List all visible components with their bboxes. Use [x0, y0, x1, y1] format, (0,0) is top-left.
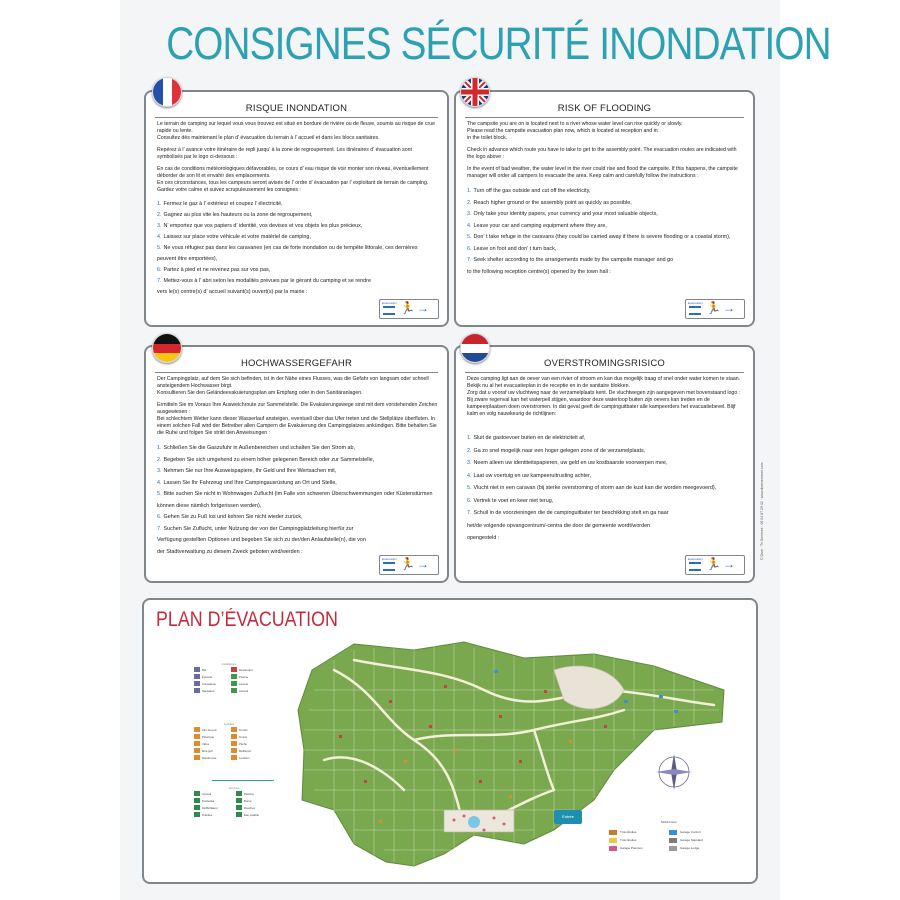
step-item: 2. Reach higher ground or the assembly point as quickly as possible, [467, 199, 632, 206]
page-title: CONSIGNES SÉCURITÉ INONDATION [166, 18, 831, 69]
arrow-right-icon: → [723, 301, 735, 315]
step-item: 1. Sluit de gastoevoer buiten en de elektriciteit af, [467, 435, 586, 441]
panel-body [467, 376, 744, 545]
legend-item: Animations [194, 680, 227, 687]
legend-item: Garage Premium [609, 846, 659, 851]
legend-item: Accueil [231, 687, 264, 694]
legend-item: Toilettes [194, 811, 232, 818]
legend-item: Multisport [231, 747, 264, 754]
panel-paragraph: Deze camping ligt aan de oever van een rivier of stroom en kan dus mogelijk traag of snel onder water komen te staan. Bekijk nu al het evacuatieplan in de receptie en in de sanitaire blokken. Zorg dat u vooraf uw vluchtweg naar de verzamelplaats kent. De vluchtwegen zijn aangegeven met bovenstaand logo : Bij zware regenval kan het waterpeil stijgen, waardoor deze waterloop buiten zijn oevers kan treden en de kampeerplaatsen doen overstromen. In dat geval geeft de campinguitbater alle kampeerders het evacuatiebevel. Blijf kalm en volg nauwkeurig de richtlijnen: [467, 376, 741, 417]
uk-flag-icon [460, 77, 490, 107]
step-item: 3. Nehmen Sie nur Ihre Ausweispapiere, Ihr Geld und Ihre Wertsachen mit, [157, 468, 337, 474]
panel-de [144, 345, 449, 583]
water-waves-icon [689, 306, 701, 315]
legend-installations [194, 662, 264, 694]
legend-item: Parking [236, 790, 274, 797]
steps-list [157, 199, 438, 298]
legend-item: Aire de jeux [194, 726, 227, 733]
evacuation-label: Evacuation [688, 301, 703, 305]
evacuation-sign [685, 299, 745, 319]
legend-item: Tennis [231, 733, 264, 740]
running-person-icon: 🏃 [706, 557, 721, 571]
map-entrance-label: Entrée [562, 814, 574, 819]
evacuation-sign [379, 299, 439, 319]
panel-en [454, 90, 755, 327]
evacuation-sign [685, 555, 745, 575]
running-person-icon: 🏃 [706, 301, 721, 315]
evacuation-sign [379, 555, 439, 575]
legend-item: Trois Étoiles [609, 830, 659, 835]
step-item: 3. Only take your identity papers, your currency and your most valuable objects, [467, 211, 658, 217]
panel-body [157, 121, 438, 298]
panel-fr [144, 90, 449, 327]
step-item: 4. Laissez sur place votre véhicule et votre matériel de camping, [157, 234, 311, 240]
water-waves-icon [689, 562, 701, 571]
running-person-icon: 🏃 [400, 301, 415, 315]
france-flag-icon [152, 77, 182, 107]
germany-flag-icon [152, 333, 182, 363]
panel-paragraph: Der Campingplatz, auf dem Sie sich befinden, ist in der Nähe eines Flusses, was die Gefahr von langsam oder schnell ansteigendem Hochwasser birgt. Konsultieren Sie den Geländeevakuierungsplan am Empfang oder in den Sanitäranlagen. [157, 376, 429, 396]
step-item: 7. Mettez-vous à l’ abri selon les modalités prévues par le gérant du camping et se rendre vers le(s) centre(s) d’ accueil suivant(s) ouvert(s) par la mairie : [157, 278, 371, 295]
legend-item: Pétanque [194, 733, 227, 740]
step-item: 6. Vertrek te voet en keer niet terug, [467, 497, 554, 504]
legend-heading: Mobil-home [661, 820, 677, 824]
step-item: 4. Leave your car and camping equipment where they are, [467, 222, 607, 229]
evacuation-label: Evacuation [382, 557, 397, 561]
divider [465, 372, 744, 373]
legend-item: Défibrillateur [194, 804, 232, 811]
plan-title: PLAN D’ÉVACUATION [156, 608, 338, 631]
step-item: 6. Gehen Sie zu Fuß los und kehren Sie nicht wieder zurück, [157, 514, 303, 520]
panel-paragraph: In the event of bad weather, the water level in the river could rise and flood the campsite. If this happens, the campsite manager will order all campers to evacuate the area. Keep calm and carefully follow the instructions : [467, 166, 738, 179]
step-item: 2. Gagnez au plus vite les hauteurs ou la zone de regroupement, [157, 212, 313, 218]
step-item: 4. Laat uw voertuig en uw kampeeruitrusting achter, [467, 472, 591, 479]
evacuation-plan-panel [142, 598, 758, 884]
compass-rose-icon [654, 752, 694, 792]
side-credit: © Dom · Tri Services · 06 04 87 29 42 · www.domservices.com [760, 462, 764, 560]
step-item: 5. Bitte suchen Sie nicht in Wohnwagen Zuflucht (im Falle von schweren Überschwemmungen oder Küstenstürmen können diese nämlich fortgerissen werden), [157, 491, 433, 509]
steps-list [157, 443, 438, 558]
divider [155, 372, 438, 373]
step-item: 6. Leave on foot and don’ t turn back, [467, 245, 557, 252]
legend-heading: Installations [221, 662, 237, 666]
step-item: 5. Don’ t take refuge in the caravans (they could be carried away if there is severe flooding or a coastal storm), [467, 234, 731, 240]
step-item: 1. Schließen Sie die Gaszufuhr in Außenbereichen und schalten Sie den Strom ab, [157, 445, 355, 451]
legend-item: Garage Lodge [669, 846, 719, 851]
panel-nl [454, 345, 755, 583]
steps-list [467, 186, 744, 278]
divider [465, 117, 744, 118]
legend-item: Piscine [231, 673, 264, 680]
step-item: 7. Suchen Sie Zuflucht, unter Nutzung der von der Campingplatzleitung hierfür zur Verfügung gestellten Optionen und begeben Sie sich zu der/den Anlaufstelle(n), die von der Stadtverwaltung zu diesem Zweck geboten wird/werden : [157, 525, 366, 555]
legend-item: Randonnée [194, 754, 227, 761]
step-item: 4. Lassen Sie Ihr Fahrzeug und Ihre Campingausrüstung an Ort und Stelle, [157, 479, 337, 486]
panel-paragraph: The campsite you are on is located next to a river whose water level can rise quickly or slowly. Please read the campsite evacuation plan now, which is located at reception and in in the toilet block. [467, 121, 683, 141]
step-item: 5. Ne vous réfugiez pas dans les caravanes (en cas de forte inondation ou de tempête littorale, ces dernières peuvent être emportées), [157, 245, 418, 262]
legend-item: Restaurant [231, 666, 264, 673]
legend-item: Terrain [231, 726, 264, 733]
legend-item: Poubelles [194, 797, 232, 804]
panel-paragraph: Check in advance which route you have to take to get to the assembly point. The evacuation routes are indicated with the logo above : [467, 147, 737, 160]
steps-list [467, 432, 744, 545]
legend-heading: Activités [223, 722, 235, 726]
step-item: 2. Begeben Sie sich umgehend zu einem höher gelegenen Bereich oder zur Sammelstelle, [157, 456, 375, 463]
legend-services [194, 786, 274, 818]
step-item: 1. Fermez le gaz à l’ extérieur et coupez l’ électricité, [157, 201, 283, 207]
legend-item: Mini-golf [194, 747, 227, 754]
legend-divider [212, 780, 274, 781]
evacuation-label: Evacuation [688, 557, 703, 561]
divider [155, 117, 438, 118]
legend-item: Garage Confort [669, 830, 719, 835]
legend-item: Pêche [231, 740, 264, 747]
arrow-right-icon: → [417, 301, 429, 315]
panel-paragraph: En cas de conditions météorologiques défavorables, ce cours d’ eau risque de voir monter son niveau, éventuellement déborder de son lit et envahir des emplacements. En ces circonstances, tous les campeurs seront avisés de l’ ordre d’ évacuation par l’ exploitant de terrain de camping. Gardez votre calme et suivez scrupuleusement les consignes : [157, 166, 429, 193]
step-item: 3. N’ emportez que vos papiers d’ identité, vos devises et vos objets les plus précieux, [157, 223, 363, 229]
legend-item: Location [231, 754, 264, 761]
panel-paragraph: Ermitteln Sie im Voraus Ihre Ausweichroute zur Sammelstelle. Die Evakuierungswege sind mit dem vorstehenden Zeichen ausgewiesen : Bei schlechtem Wetter kann dieser Wasserlauf ansteigen, eventuell über das Ufer treten und die Stellplätze überfluten. In einem solchen Fall wird der Betreiber allen Campern die Evakuierung des Campingplatzes ankündigen. Bitte behalten Sie die Ruhe und folgen Sie strikt den Anweisungen : [157, 402, 438, 436]
netherlands-flag-icon [460, 333, 490, 363]
step-item: 2. Ga zo snel mogelijk naar een hoger gelegen zone of de verzamelplaats, [467, 447, 646, 454]
step-item: 3. Neem alleen uw identiteitspapieren, uw geld en uw kostbaarste voorwerpen mee, [467, 460, 668, 466]
legend-heading: Services [228, 786, 240, 790]
step-item: 6. Partez à pied et ne revenez pas sur vos pas, [157, 267, 271, 273]
water-waves-icon [383, 306, 395, 315]
panel-heading: RISK OF FLOODING [557, 103, 652, 114]
legend-item: Épicerie [194, 673, 227, 680]
arrow-right-icon: → [417, 557, 429, 571]
legend-item: Sanitaires [194, 687, 227, 694]
panel-paragraph: Repérez à l’ avance votre itinéraire de repli jusqu’ à la zone de regroupement. Les itinéraires d’ évacuation sont symbolisés par le logo ci-dessous : [157, 147, 412, 160]
step-item: 1. Turn off the gas outside and cut off the electricity, [467, 188, 591, 194]
accommodation-legend [609, 820, 729, 852]
legend-item: Bar [194, 666, 227, 673]
panel-heading: HOCHWASSERGEFAHR [240, 358, 353, 369]
water-waves-icon [383, 562, 395, 571]
step-item: 7. Schuil in de voorzieningen die de campinguitbater ter beschikking stelt en ga naar het/de volgende opvangcentrum/-centra die door de gemeente wordt/worden opengesteld : [467, 510, 669, 541]
legend-item: Laverie [231, 680, 264, 687]
legend-item: Trois Étoiles [609, 838, 659, 843]
panel-heading: OVERSTROMINGSRISICO [544, 358, 665, 369]
evacuation-label: Evacuation [382, 301, 397, 305]
legend-item: Vélos [194, 740, 227, 747]
legend-item: Eau potable [236, 811, 274, 818]
step-item: 7. Seek shelter according to the arrangements made by the campsite manager and go to the following reception centre(s) opened by the town hall : [467, 257, 674, 275]
legend-item: Accueil [194, 790, 232, 797]
panel-body [157, 376, 438, 558]
running-person-icon: 🏃 [400, 557, 415, 571]
step-item: 5. Vlucht niet in een caravan (bij sterke overstroming of storm aan de kust kan die worden meegevoerd), [467, 485, 717, 491]
panel-heading: RISQUE INONDATION [245, 103, 348, 114]
legend-item: Borne [236, 797, 274, 804]
legend-activities [194, 722, 264, 761]
legend-item: Garage Standard [669, 838, 719, 843]
panel-paragraph: Le terrain de camping sur lequel vous vous trouvez est situé en bordure de rivière ou de fleuve, soumis au risque de crue rapide ou lente. Consultez dès maintenant le plan d’ évacuation du terrain à l’ accueil et dans les blocs sanitaires. [157, 121, 435, 141]
panel-body [467, 121, 744, 278]
arrow-right-icon: → [723, 557, 735, 571]
legend-item: Douches [236, 804, 274, 811]
